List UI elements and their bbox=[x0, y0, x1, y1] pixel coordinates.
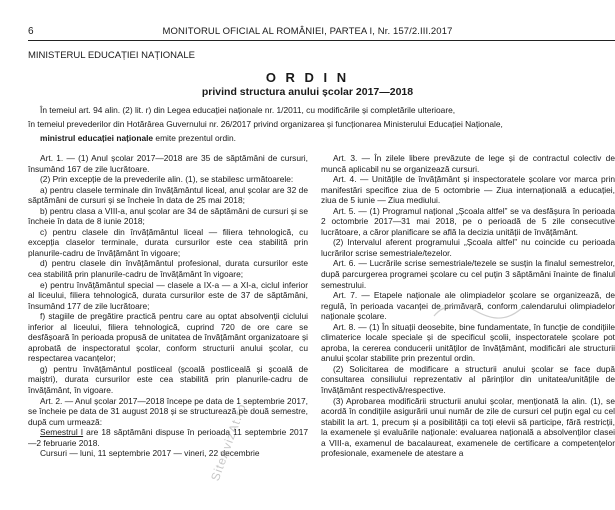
art-1-item-b: b) pentru clasa a VIII-a, anul școlar are 34 de săptămâni de cursuri și se încheie în data de 8 iunie 2018; bbox=[28, 205, 308, 227]
semester-1-text: are 18 săptămâni dispuse în perioada 11 septembrie 2017—2 februarie 2018. bbox=[28, 427, 309, 448]
gazette-title: MONITORUL OFICIAL AL ROMÂNIEI, PARTEA I, Nr. 157/2.III.2017 bbox=[162, 26, 453, 37]
art-1-para-1: Art. 1. — (1) Anul școlar 2017—2018 are 35 de săptămâni de cursuri, însumând 167 de zile lucrătoare. bbox=[28, 153, 308, 174]
art-2-para-1: Art. 2. — Anul școlar 2017—2018 începe pe data de 1 septembrie 2017, se încheie pe data de 31 august 2018 și se structurează pe două semestre, după cum urmează: bbox=[28, 395, 308, 427]
art-1-item-e: e) pentru învățământul special — clasele a IX-a — a XI-a, ciclul inferior al liceului, filiera tehnologică, durata cursurilor este de 37 de săptămâni, însumând 177 de zile lucrătoare; bbox=[28, 279, 308, 311]
preamble-line-1: În temeiul art. 94 alin. (2) lit. r) din Legea educației naționale nr. 1/2011, cu modificările și completările ulterioare, bbox=[40, 105, 456, 115]
art-1-item-d: d) pentru clasele din învățământul profesional, durata cursurilor este cea stabilită prin planurile-cadru de învățământ în vigoare; bbox=[28, 258, 308, 280]
right-column bbox=[321, 153, 615, 459]
art-1-item-f: f) stagiile de pregătire practică pentru care au optat absolvenții ciclului inferior al liceului, filiera tehnologică, cuprind 720 de ore care se desfășoară în perioada propusă de unitatea de învățământ organizatoare și aprobată de inspectoratul școlar, conform structurii anului școlar, cu respectarea vacanțelor; bbox=[28, 311, 308, 364]
art-4: Art. 4. — Unitățile de învățământ și inspectoratele școlare vor marca prin manifestări specifice ziua de 5 octombrie — Ziua internațională a educației, ziua de 5 iunie — Ziua mediului. bbox=[321, 174, 615, 206]
art-1-item-g: g) pentru învățământul postliceal (școală postliceală și școală de maiștri), durata cursurilor este cea stabilită prin planurile-cadru de învățământ, în vigoare. bbox=[28, 363, 308, 396]
preamble-issues: emite prezentul ordin. bbox=[153, 133, 236, 143]
art-8-para-2: (2) Solicitarea de modificare a structurii anului școlar se face după consultarea consiliului reprezentativ al părinților din unitatea/unitățile de învățământ respectivă/respective. bbox=[321, 363, 615, 396]
semester-1-label: Semestrul I bbox=[40, 427, 84, 438]
preamble-line-2: în temeiul prevederilor din Hotărârea Guvernului nr. 26/2017 privind organizarea și funcționarea Ministerului Educației Naționale, bbox=[28, 119, 503, 129]
document-title: O R D I N bbox=[265, 70, 350, 85]
art-5-para-2: (2) Intervalul aferent programului „Școala altfel” nu coincide cu perioada lucrărilor scrise semestriale/tezelor. bbox=[321, 237, 615, 258]
semester-1-para bbox=[28, 427, 308, 448]
art-5-para-1: Art. 5. — (1) Programul național „Școala altfel” se va desfășura în perioada 2 octombrie 2017—31 mai 2018, pe o perioadă de 5 zile consecutive lucrătoare, a căror planificare se află la decizia unității de învățământ. bbox=[321, 205, 615, 237]
art-1-item-c: c) pentru clasele din învățământul liceal — filiera tehnologică, cu excepția claselor terminale, durata cursurilor este cea stabilită prin planurile-cadru de învățământ în vigoare; bbox=[28, 226, 308, 258]
art-3: Art. 3. — În zilele libere prevăzute de lege și de contractul colectiv de muncă aplicabil nu se organizează cursuri. bbox=[321, 153, 615, 174]
watermark: SiteAvizAt.ro bbox=[208, 401, 250, 483]
art-1-item-a: a) pentru clasele terminale din învățământul liceal, anul școlar are 32 de săptămâni de cursuri și se încheie în data de 25 mai 2018; bbox=[28, 184, 308, 206]
minister-title: ministrul educației naționale bbox=[40, 133, 154, 143]
art-1-para-2: (2) Prin excepție de la prevederile alin. (1), se stabilesc următoarele: bbox=[40, 174, 294, 185]
document-subtitle: privind structura anului școlar 2017—2018 bbox=[201, 86, 414, 98]
art-8-para-1: Art. 8. — (1) În situații deosebite, bine fundamentate, în funcție de condițiile climaterice locale speciale și de specificul școlii, inspectoratele școlare pot aproba, la cererea conducerii unităților de învățământ, modificări ale structurii anului școlar stabilite prin prezentul ordin. bbox=[321, 321, 615, 364]
art-6: Art. 6. — Lucrările scrise semestriale/tezele se susțin la finalul semestrelor, după parcurgerea programei școlare cu cel puțin 3 săptămâni înainte de finalul semestrului. bbox=[321, 258, 615, 290]
issuer-name: MINISTERUL EDUCAȚIEI NAȚIONALE bbox=[28, 50, 195, 61]
left-column bbox=[28, 153, 308, 459]
art-8-para-3: (3) Aprobarea modificării structurii anului școlar, menționată la alin. (1), se acordă în condițiile asigurării unui număr de zile de cursuri cel puțin egal cu cel stabilit la art. 1, precum și a posibilității ca toți elevii să participe, fără restricții, la examenele și evaluările naționale: evaluarea națională a absolvenților clasei a VIII-a, examenul de bacalaureat, examenele de certificare a competențelor profesionale, examenele de atestare a bbox=[321, 395, 615, 459]
header-rule bbox=[28, 40, 615, 41]
preamble-line-3 bbox=[28, 131, 615, 145]
page-number: 6 bbox=[28, 26, 34, 37]
courses-para: Cursuri — luni, 11 septembrie 2017 — vineri, 22 decembrie bbox=[40, 448, 260, 459]
art-7: Art. 7. — Etapele naționale ale olimpiadelor școlare se organizează, de regulă, în perioada vacanței de primăvară, conform calendarului olimpiadelor naționale școlare. bbox=[321, 290, 615, 322]
preamble bbox=[28, 103, 615, 145]
